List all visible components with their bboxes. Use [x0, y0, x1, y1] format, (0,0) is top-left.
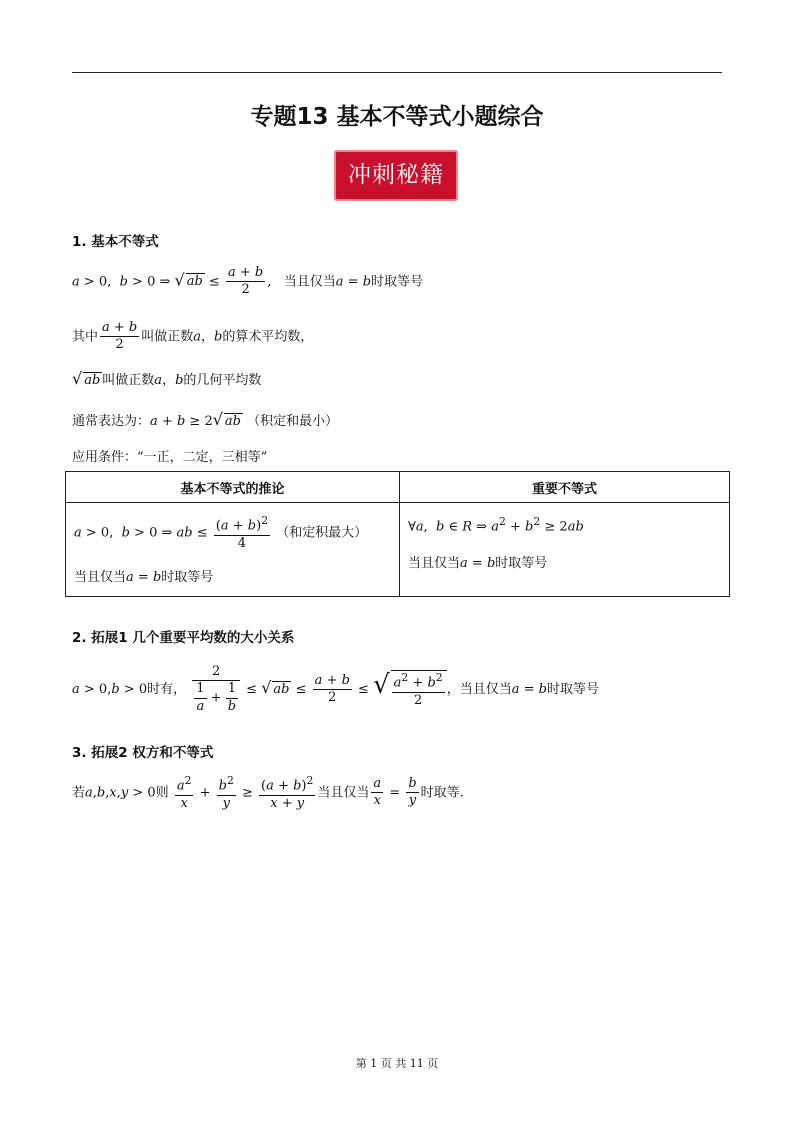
cond-text: 当且仅当: [283, 274, 336, 290]
cond-text: 当且仅当: [317, 785, 370, 801]
corollary-table: [65, 471, 730, 597]
cond-text: 当且仅当: [74, 569, 127, 585]
eq-text: 时取等号: [546, 681, 599, 697]
have-text: 时有，: [147, 681, 187, 697]
eq-text: 时取等号: [495, 556, 548, 572]
mean-prefix: 其中: [72, 329, 99, 345]
usual-form-line: 通常表达为：a + b ≥ 2√ ab （积定和最小）: [72, 410, 339, 429]
usual-prefix: 通常表达为：: [72, 414, 151, 429]
table-cell-left: a > 0, b > 0 ⇒ ab ≤ $\frac{(a + b)^2}{4}$ （和定积最大） 当且仅当a = b时取等号: [66, 503, 400, 597]
section-heading-2: 2. 拓展1 几个重要平均数的大小关系: [72, 630, 295, 646]
mean-chain-formula: a > 0,b > 0时有， 2 $\frac{1}{a}$ + $\frac{1}{b}$ ≤ √ ab ≤ $\frac{a + b}{2}$ ≤ √ $\frac{a^2 + b^2}{2}$ ，当且仅当a = b时取等号: [72, 664, 599, 714]
then-text: 则: [155, 785, 169, 801]
eq-text: 时取等号: [161, 569, 214, 585]
cond-text: 当且仅当: [408, 556, 461, 572]
if-text: 若: [72, 785, 86, 801]
tail-text: ，当且仅当: [446, 681, 512, 697]
page-title: 专题13 基本不等式小题综合: [250, 104, 544, 130]
left-note: （和定积最大）: [276, 525, 368, 541]
geo-mean-text: 叫做正数: [102, 373, 155, 388]
formula-basic-inequality: a > 0, b > 0 ⇒ √ ab ≤ $\frac{a + b}{2}$ , 当且仅当a = b时取等号: [72, 265, 424, 298]
table-header-right: 重要不等式: [400, 472, 730, 503]
page-footer: 第 1 页 共 11 页: [355, 1057, 439, 1070]
eq-text: 时取等.: [420, 785, 464, 801]
section-heading-3: 3. 拓展2 权方和不等式: [72, 745, 214, 761]
geo-mean-line: √ ab 叫做正数a，b的几何平均数: [72, 369, 262, 388]
table-cell-right: ∀a, b ∈ R ⇒ $a^2 + b^2 \ge 2ab$ 当且仅当a = b时取等号: [400, 503, 730, 597]
eq-text: 时取等号: [371, 274, 424, 290]
arith-mean-line: 其中 $\frac{a + b}{2}$ 叫做正数a，b的算术平均数，: [72, 320, 314, 353]
apply-condition: 应用条件：“一正，二定，三相等”: [72, 450, 268, 465]
header-rule: [72, 72, 722, 73]
section-heading-1: 1. 基本不等式: [72, 234, 159, 250]
usual-note: （积定和最小）: [247, 414, 339, 429]
power-mean-formula: 若a,b,x,y > 0则 $\frac{a^2}{x}$ + $\frac{b^2}{y}$ ≥ $\frac{(a + b)^2}{x + y}$ 当且仅当 $\frac{a}{x}$ = $\frac{b}{y}$ 时取等.: [72, 774, 464, 811]
table-header-left: 基本不等式的推论: [66, 472, 400, 503]
stamp-badge: 冲刺秘籍: [334, 150, 458, 201]
arith-suffix: 的算术平均数，: [222, 329, 314, 345]
mean-arith-text: 叫做正数: [141, 329, 194, 345]
geo-suffix: 的几何平均数: [183, 373, 262, 388]
